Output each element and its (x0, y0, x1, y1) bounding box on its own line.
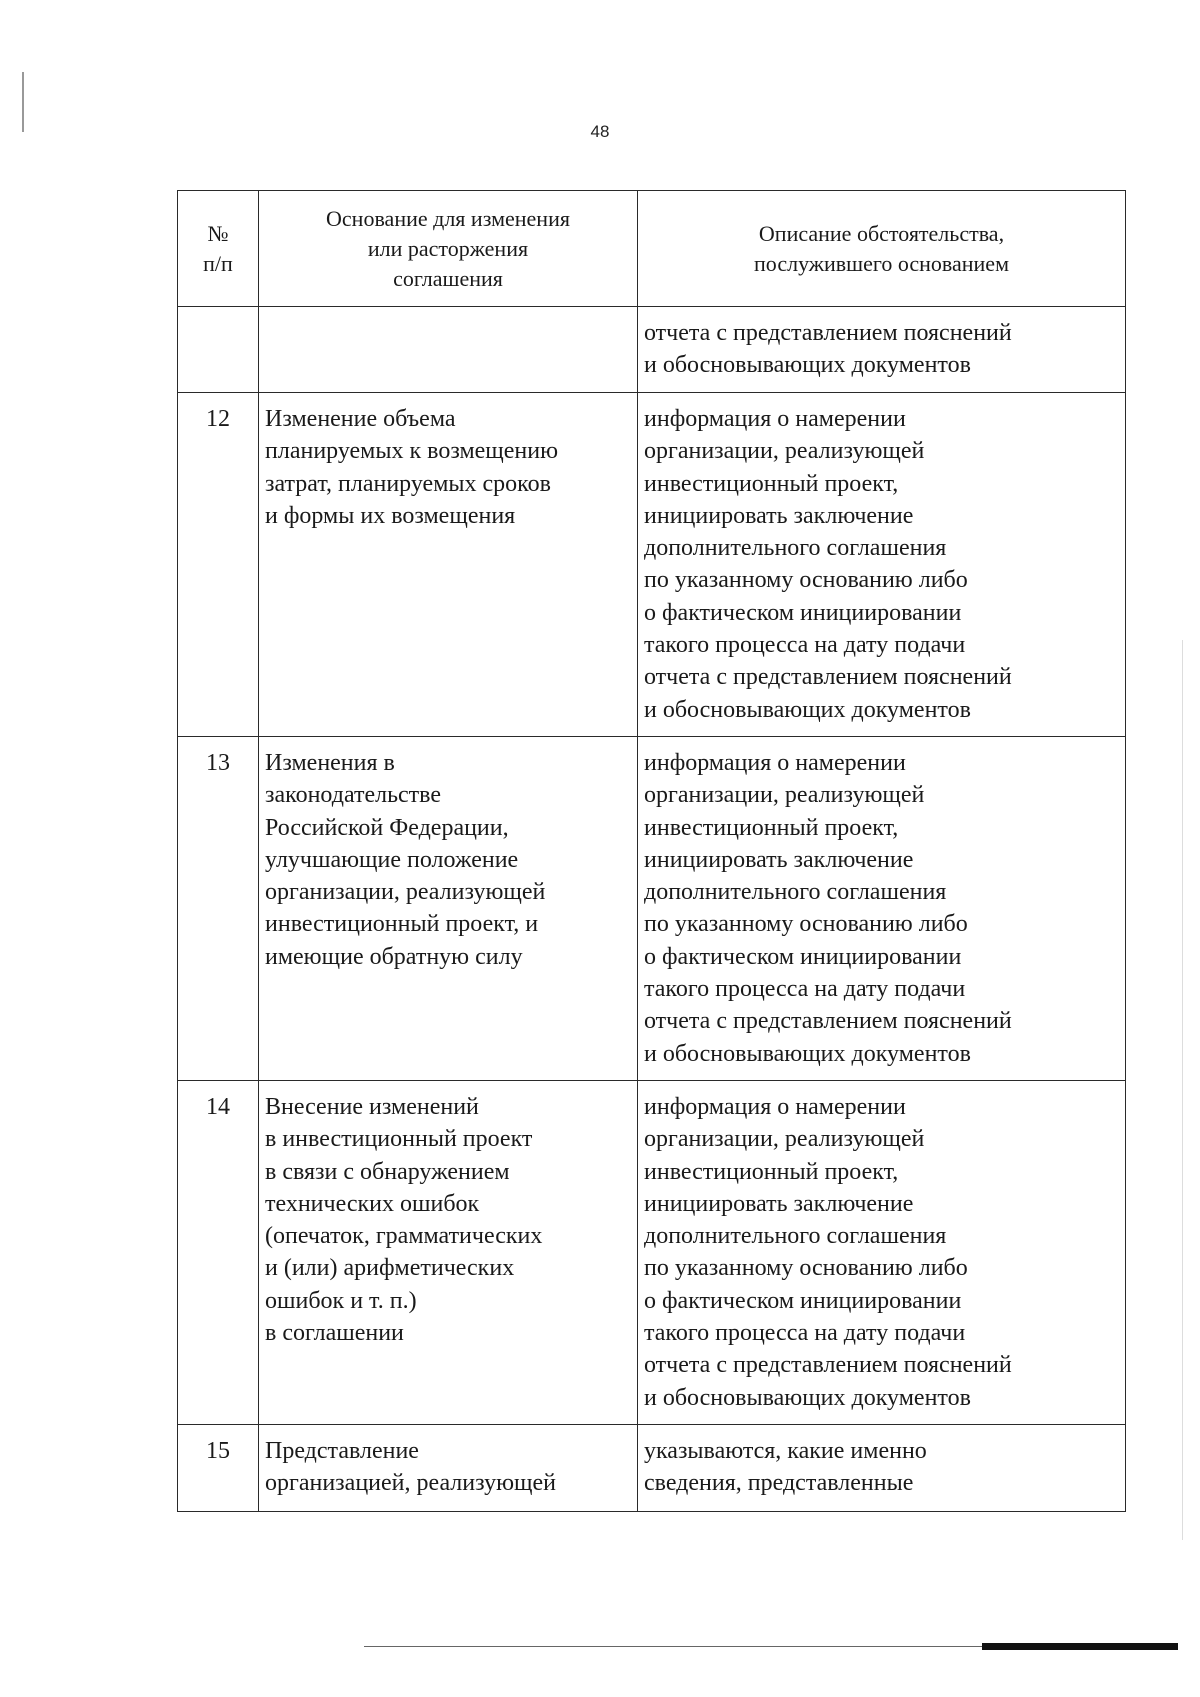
row-basis-cell (259, 307, 638, 393)
row-description-cell: указываются, какие именно сведения, представленные (638, 1425, 1126, 1512)
header-basis-label: Основание для изменения или расторжения соглашения (326, 205, 570, 291)
header-num (178, 191, 259, 307)
footer-rule-thin (364, 1646, 982, 1647)
scan-artifact-right (1182, 640, 1183, 1540)
table-row (178, 393, 1126, 737)
row-num-cell: 12 (178, 393, 259, 737)
row-basis-cell: Изменение объема планируемых к возмещению затрат, планируемых сроков и формы их возмещения (259, 393, 638, 737)
table-row (178, 737, 1126, 1081)
row-description-cell: отчета с представлением пояснений и обосновывающих документов (638, 307, 1126, 393)
row-description-cell: информация о намерении организации, реализующей инвестиционный проект, инициировать заключение дополнительного соглашения по указанному основанию либо о фактическом инициировании такого процесса на дату подачи отчета с представлением пояснений и обосновывающих документов (638, 737, 1126, 1081)
header-basis (259, 191, 638, 307)
row-description-cell: информация о намерении организации, реализующей инвестиционный проект, инициировать заключение дополнительного соглашения по указанному основанию либо о фактическом инициировании такого процесса на дату подачи отчета с представлением пояснений и обосновывающих документов (638, 393, 1126, 737)
row-num-cell: 14 (178, 1081, 259, 1425)
header-description-label: Описание обстоятельства, послужившего основанием (754, 220, 1009, 276)
header-num-label: № п/п (203, 220, 233, 276)
row-description-cell: информация о намерении организации, реализующей инвестиционный проект, инициировать заключение дополнительного соглашения по указанному основанию либо о фактическом инициировании такого процесса на дату подачи отчета с представлением пояснений и обосновывающих документов (638, 1081, 1126, 1425)
row-num-cell: 15 (178, 1425, 259, 1512)
header-description (638, 191, 1126, 307)
table-row (178, 307, 1126, 393)
table-header-row (178, 191, 1126, 307)
row-num-cell (178, 307, 259, 393)
conditions-table (177, 190, 1126, 1512)
table-row (178, 1081, 1126, 1425)
row-basis-cell: Внесение изменений в инвестиционный проект в связи с обнаружением технических ошибок (опечаток, грамматических и (или) арифметических ошибок и т. п.) в соглашении (259, 1081, 638, 1425)
row-basis-cell: Представление организацией, реализующей (259, 1425, 638, 1512)
footer-rule-thick (982, 1643, 1178, 1650)
row-num-cell: 13 (178, 737, 259, 1081)
table-row (178, 1425, 1126, 1512)
row-basis-cell: Изменения в законодательстве Российской Федерации, улучшающие положение организации, реализующей инвестиционный проект, и имеющие обратную силу (259, 737, 638, 1081)
page-number: 48 (590, 122, 610, 141)
